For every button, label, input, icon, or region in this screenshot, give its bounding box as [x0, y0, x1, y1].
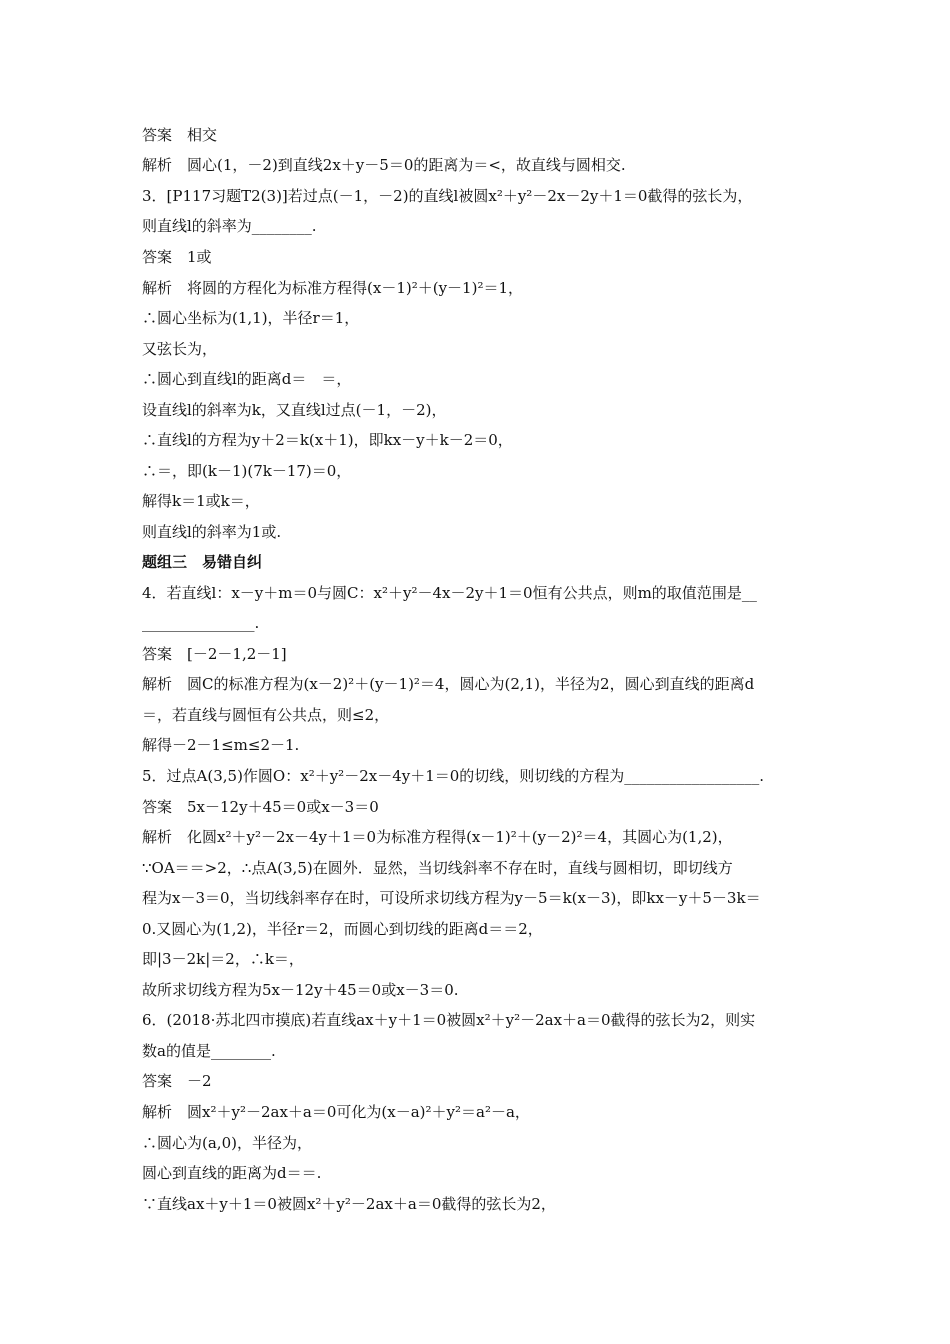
question-3-line: 则直线l的斜率为________. [142, 217, 317, 235]
text-line: ∴圆心到直线l的距离d＝ ＝， [142, 370, 352, 388]
answer-line: 答案 5x－12y＋45＝0或x－3＝0 [142, 798, 379, 816]
text-line: ∵直线ax＋y＋1＝0被圆x²＋y²－2ax＋a＝0截得的弦长为2， [142, 1195, 556, 1213]
text-line: 即|3－2k|＝2，∴k＝， [142, 950, 304, 968]
analysis-line: 解析 圆C的标准方程为(x－2)²＋(y－1)²＝4，圆心为(2,1)，半径为2，圆心到直线的距离d [142, 675, 755, 693]
analysis-line: 解析 圆心(1，－2)到直线2x＋y－5＝0的距离为＝<，故直线与圆相交. [142, 156, 626, 174]
text-line: 故所求切线方程为5x－12y＋45＝0或x－3＝0. [142, 981, 459, 999]
question-4-line: 4．若直线l：x－y＋m＝0与圆C：x²＋y²－4x－2y＋1＝0恒有公共点，则m的取值范围是__ [142, 584, 757, 602]
answer-line: 答案 －2 [142, 1072, 212, 1090]
text-line: ∴直线l的方程为y＋2＝k(x＋1)，即kx－y＋k－2＝0， [142, 431, 513, 449]
text-line: 设直线l的斜率为k，又直线l过点(－1，－2)， [142, 401, 447, 419]
question-3-line: 3．[P117习题T2(3)]若过点(－1，－2)的直线l被圆x²＋y²－2x－2y＋1＝0截得的弦长为， [142, 187, 753, 205]
section-heading: 题组三 易错自纠 [142, 553, 263, 571]
text-line: ∴圆心为(a,0)，半径为， [142, 1134, 312, 1152]
text-line: 圆心到直线的距离为d＝＝. [142, 1164, 322, 1182]
text-line: 解得k＝1或k＝， [142, 492, 260, 510]
analysis-line: 解析 将圆的方程化为标准方程得(x－1)²＋(y－1)²＝1， [142, 279, 524, 297]
text-line: 0.又圆心为(1,2)，半径r＝2，而圆心到切线的距离d＝＝2， [142, 920, 543, 938]
text-line: 则直线l的斜率为1或. [142, 523, 282, 541]
text-line: 程为x－3＝0，当切线斜率存在时，可设所求切线方程为y－5＝k(x－3)，即kx－y＋5－3k＝ [142, 889, 761, 907]
answer-line: 答案 相交 [142, 126, 218, 144]
question-5-line: 5．过点A(3,5)作圆O：x²＋y²－2x－4y＋1＝0的切线，则切线的方程为__________________. [142, 767, 765, 785]
analysis-line: 解析 圆x²＋y²－2ax＋a＝0可化为(x－a)²＋y²＝a²－a， [142, 1103, 530, 1121]
text-line: ＝，若直线与圆恒有公共点，则≤2， [142, 706, 390, 724]
question-6-line: 数a的值是________. [142, 1042, 276, 1060]
text-line: ∴＝，即(k－1)(7k－17)＝0， [142, 462, 352, 480]
answer-line: 答案 1或 [142, 248, 212, 266]
text-line: ∴圆心坐标为(1,1)，半径r＝1， [142, 309, 360, 327]
answer-line: 答案 [－2－1,2－1] [142, 645, 287, 663]
text-line: 又弦长为， [142, 340, 218, 358]
text-line: 解得－2－1≤m≤2－1. [142, 736, 300, 754]
question-6-line: 6．(2018·苏北四市摸底)若直线ax＋y＋1＝0被圆x²＋y²－2ax＋a＝0截得的弦长为2，则实 [142, 1011, 756, 1029]
analysis-line: 解析 化圆x²＋y²－2x－4y＋1＝0为标准方程得(x－1)²＋(y－2)²＝4，其圆心为(1,2)， [142, 828, 733, 846]
text-line: ∵OA＝＝>2，∴点A(3,5)在圆外．显然，当切线斜率不存在时，直线与圆相切，即切线方 [142, 859, 733, 877]
question-4-line: _______________. [142, 614, 260, 632]
